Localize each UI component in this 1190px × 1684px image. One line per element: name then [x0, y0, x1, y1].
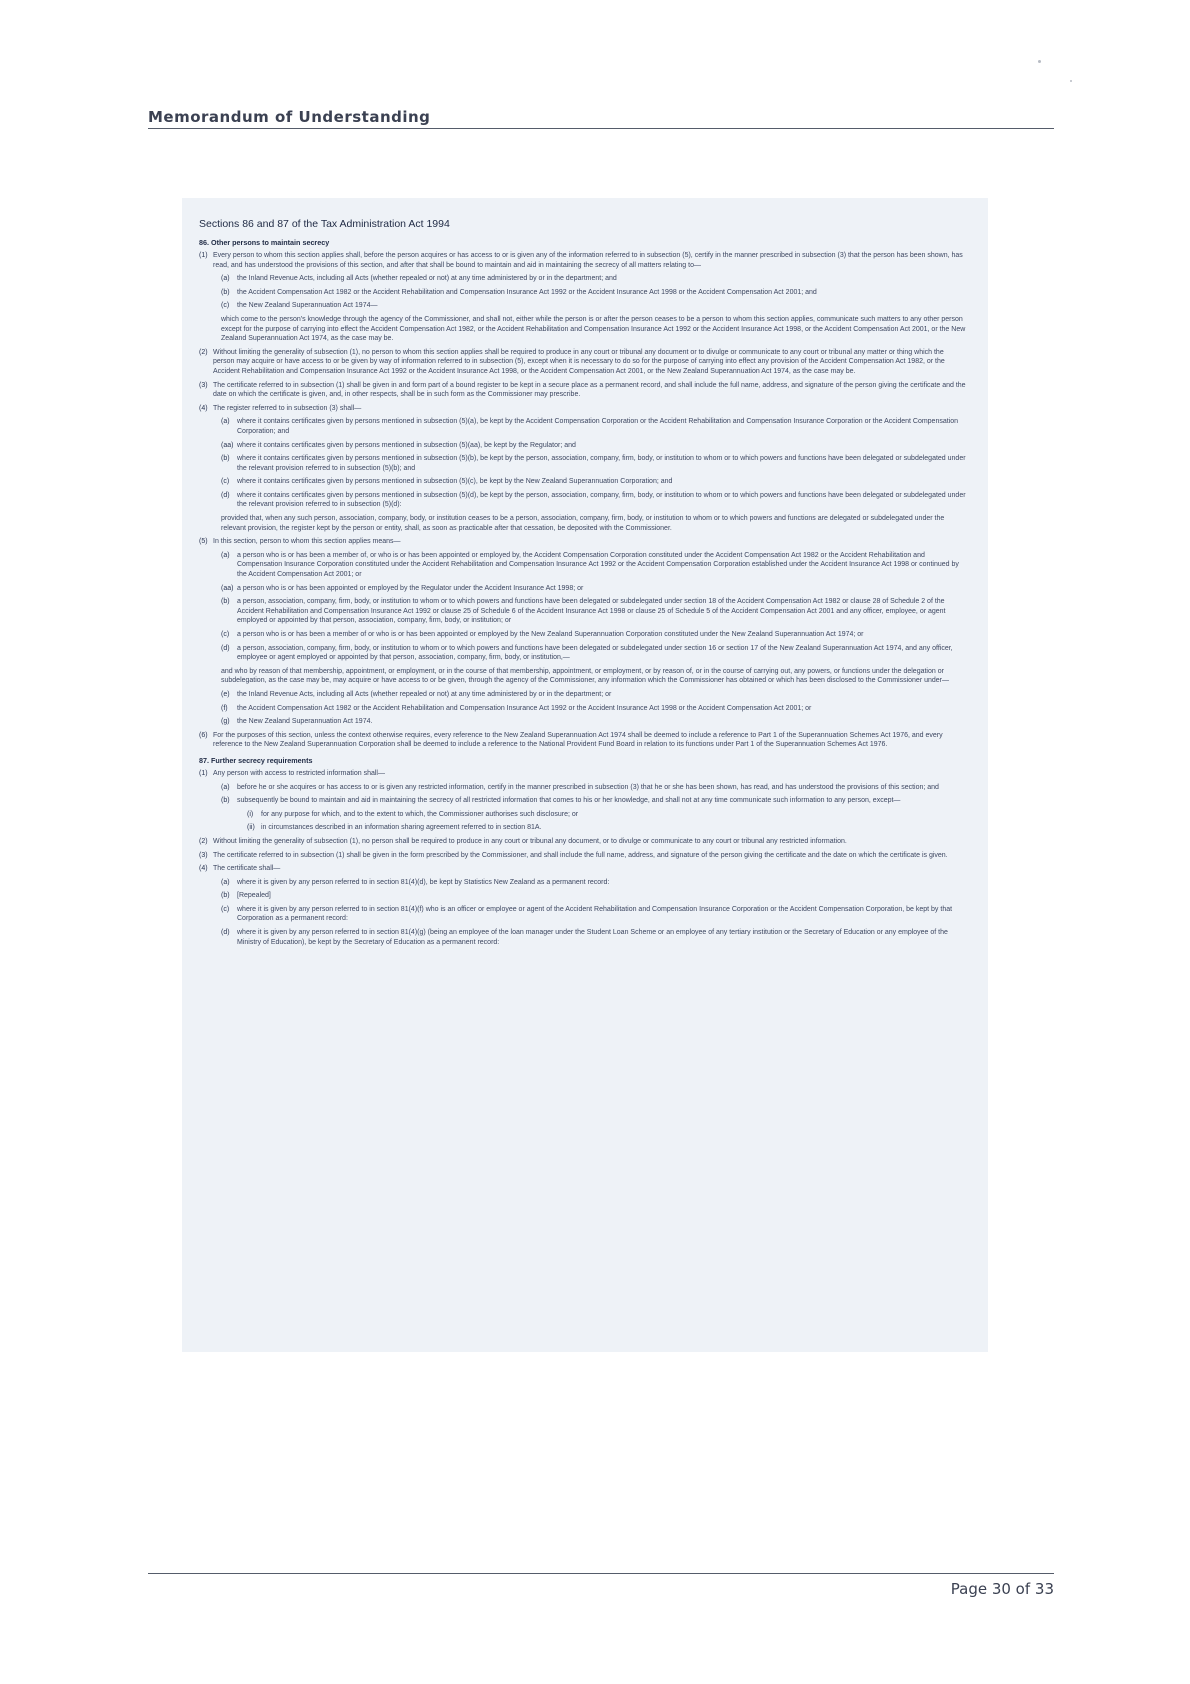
clause-label: (a) [221, 783, 230, 791]
clause-label: (b) [221, 455, 230, 463]
clause-item [199, 584, 966, 594]
clause-label: (1) [199, 252, 208, 259]
clause-text: a person who is or has been appointed or employed by the Regulator under the Accident Insurance Act 1998; or [237, 584, 584, 592]
clause-item [199, 551, 966, 580]
clause-item [199, 441, 966, 451]
clause-item [199, 905, 966, 924]
clause-text: a person, association, company, firm, body, or institution to whom or to which powers and functions have been delegated or subdelegated under section 18 of the Accident Compensation Act 1982 or clause 28 of Schedule 2 of the Accident Rehabilitation and Compensation Insurance Act 1992 or clause 25 of Schedule 6 of the Accident Insurance Act 1998 or clause 25 of Schedule 5 of the Accident Compensation Act 2001 and any officer, employee, or agent employed or appointed by that person, association, company, firm, body, or institution; or [237, 598, 946, 625]
clause-item [199, 928, 966, 947]
clause-item [199, 810, 966, 820]
scan-speck [1038, 60, 1041, 63]
continuation-paragraph [199, 315, 966, 344]
page-number: Page 30 of 33 [950, 1580, 1054, 1598]
clause-label: (i) [247, 810, 254, 818]
clause-item [199, 404, 966, 414]
clause-text: before he or she acquires or has access to or is given any restricted information, certify in the manner prescribed in subsection (3) that he or she has been shown, has read, and has understood the provisions of this section; and [237, 783, 939, 791]
clause-text: where it contains certificates given by persons mentioned in subsection (5)(aa), be kept by the Regulator; and [237, 441, 576, 449]
clause-text: subsequently be bound to maintain and aid in maintaining the secrecy of all restricted information that comes to his or her knowledge, and shall not at any time communicate such information to any person, except— [237, 797, 901, 805]
clause-text: where it is given by any person referred to in section 81(4)(d), be kept by Statistics New Zealand as a permanent record: [237, 878, 610, 886]
clause-item [199, 491, 966, 510]
clause-text: Any person with access to restricted information shall— [213, 769, 385, 777]
clause-text: Without limiting the generality of subsection (1), no person shall be required to produce in any court or tribunal any document, or to divulge or communicate to any court or tribunal any restricted information. [213, 837, 847, 845]
clause-item [199, 597, 966, 626]
clause-text: [Repealed] [237, 892, 271, 900]
clause-text: a person, association, company, firm, body, or institution to whom or to which powers and functions have been delegated or subdelegated under section 16 or section 17 of the New Zealand Superannuation Act 1974, and any officer, employee or agent employed or appointed by that person, association, company, firm, body, or institution,— [237, 644, 953, 662]
clause-item [199, 348, 966, 377]
clause-text: a person who is or has been a member of or who is or has been appointed or employed by the New Zealand Superannuation Corporation constituted under the New Zealand Superannuation Act 1974; or [237, 631, 864, 638]
clause-text: and who by reason of that membership, appointment, or employment, or in the course of that membership, appointment, or employment, or by reason of, or in the course of carrying out, any powers, or functions under the delegation or subdelegation, as the case may be, may acquire or have access to or be given, through the agency of the Commissioner, any information which the Commissioner has obtained or which has been disclosed to the Commissioner under— [221, 667, 949, 685]
clause-text: the New Zealand Superannuation Act 1974— [237, 302, 378, 310]
clause-label: (aa) [221, 584, 234, 592]
continuation-paragraph [199, 667, 966, 686]
clause-text: For the purposes of this section, unless the context otherwise requires, every reference to the New Zealand Superannuation Act 1974 shall be deemed to include a reference to Part 1 of the Superannuation Schemes Act 1976, and every reference to the New Zealand Superannuation Corporation shall be deemed to include a reference to the National Provident Fund Board in relation to its functions under Part 1 of the Superannuation Schemes Act 1976. [213, 731, 943, 749]
clause-text: a person who is or has been a member of, or who is or has been appointed or employed by, the Accident Compensation Corporation constituted under the Accident Compensation Act 1982 or the Accident Rehabilitation and Compensation Insurance Corporation constituted under the Accident Rehabilitation and Compensation Insurance Act 1992 or the Accident Compensation Corporation established under the Accident Insurance Act 1998 or continued by the Accident Compensation Act 2001; or [237, 551, 959, 579]
clause-item [199, 704, 966, 714]
clause-label: (c) [221, 478, 230, 486]
footer-divider [148, 1573, 1054, 1574]
clause-item [199, 717, 966, 727]
clause-item [199, 796, 966, 806]
clause-label: (a) [221, 418, 230, 426]
scanned-legislation-excerpt [182, 198, 988, 1352]
clause-item [199, 690, 966, 700]
clause-label: (2) [199, 837, 208, 845]
clause-text: The register referred to in subsection (3) shall— [213, 404, 362, 412]
clause-item [199, 731, 966, 750]
clause-label: (f) [221, 704, 228, 712]
clause-text: The certificate referred to in subsection (1) shall be given in the form prescribed by the Commissioner, and shall include the full name, address, and signature of the person giving the certificate and the date on which the certificate is given. [213, 851, 948, 859]
clause-item [199, 630, 966, 640]
clause-label: (ii) [247, 824, 255, 832]
clause-label: (aa) [221, 441, 234, 449]
clause-label: (3) [199, 851, 208, 859]
clause-text: the New Zealand Superannuation Act 1974. [237, 718, 373, 726]
clause-label: (b) [221, 892, 230, 900]
clause-text: which come to the person's knowledge through the agency of the Commissioner, and shall not, either while the person is or after the person ceases to be a person to whom this section applies, communicate such matters to any other person except for the purpose of carrying into effect the Accident Compensation Act 1982, or the Accident Rehabilitation and Compensation Insurance Act 1992 or the Accident Insurance Act 1998, or the Accident Compensation Act 2001, or the New Zealand Superannuation Act 1974, as the case may be. [221, 315, 966, 343]
clause-text: where it is given by any person referred to in section 81(4)(g) (being an employee of the loan manager under the Student Loan Scheme or an employee of any tertiary institution or the Secretary of Education or any employee of the Ministry of Education), be kept by the Secretary of Education as a permanent record: [237, 929, 948, 946]
clause-label: (a) [221, 275, 230, 283]
clause-label: (5) [199, 538, 208, 546]
clause-label: (d) [221, 929, 230, 937]
clause-label: (b) [221, 288, 230, 296]
clause-text: where it contains certificates given by persons mentioned in subsection (5)(c), be kept by the New Zealand Superannuation Corporation; and [237, 478, 673, 486]
clause-item [199, 537, 966, 547]
clause-text: where it contains certificates given by persons mentioned in subsection (5)(a), be kept by the Accident Compensation Corporation or the Accident Rehabilitation and Compensation Insurance Corporation or the Accident Compensation Corporation; and [237, 418, 959, 435]
clause-item [199, 891, 966, 901]
section-heading: 87. Further secrecy requirements [199, 755, 313, 765]
clause-label: (4) [199, 865, 208, 873]
clause-item [199, 878, 966, 888]
clause-label: (1) [199, 769, 208, 777]
clause-label: (c) [221, 302, 230, 310]
clause-text: In this section, person to whom this section applies means— [213, 538, 401, 546]
clause-label: (2) [199, 348, 208, 356]
page-header-title: Memorandum of Understanding [148, 108, 431, 126]
scan-speck [1070, 80, 1072, 82]
clause-item [199, 851, 966, 861]
clause-label: (b) [221, 797, 230, 805]
excerpt-title: Sections 86 and 87 of the Tax Administration Act 1994 [199, 218, 450, 230]
clause-text: the Accident Compensation Act 1982 or the Accident Rehabilitation and Compensation Insurance Act 1992 or the Accident Insurance Act 1998 or the Accident Compensation Act 2001; and [237, 288, 817, 296]
clause-label: (a) [221, 878, 230, 886]
clause-text: where it is given by any person referred to in section 81(4)(f) who is an officer or employee or agent of the Accident Rehabilitation and Compensation Insurance Corporation or the Accident Compensation Corporation, be kept by that Corporation as a permanent record: [237, 905, 953, 923]
clause-item [199, 381, 966, 400]
clause-text: the Accident Compensation Act 1982 or the Accident Rehabilitation and Compensation Insurance Act 1992 or the Accident Insurance Act 1998 or the Accident Compensation Act 2001; or [237, 704, 812, 712]
clause-label: (b) [221, 598, 230, 606]
clause-item [199, 417, 966, 436]
clause-item [199, 864, 966, 874]
clause-item [199, 274, 966, 284]
clause-item [199, 454, 966, 473]
clause-text: provided that, when any such person, association, company, body, or institution ceases to be a person, association, company, firm, body, or institution to whom or to which powers and functions are delegated or subdelegated under the relevant provision, the register kept by the person or entity, shall, as soon as practicable after that cessation, be deposited with the Commissioner. [221, 515, 945, 532]
section-heading: 86. Other persons to maintain secrecy [199, 238, 330, 247]
clause-item [199, 301, 966, 311]
clause-text: The certificate referred to in subsection (1) shall be given in and form part of a bound register to be kept in a secure place as a permanent record, and shall include the full name, address, and signature of the person giving the certificate and the date on which the certificate is given, and, in other respects, shall be in such form as the Commissioner may prescribe. [213, 381, 966, 399]
clause-text: where it contains certificates given by persons mentioned in subsection (5)(d), be kept by the person, association, company, firm, body, or institution to whom or to which powers and functions have been delegated or subdelegated under the relevant provision referred to in subsection (5)(d): [237, 491, 966, 509]
header-divider [148, 128, 1054, 129]
clause-text: in circumstances described in an information sharing agreement referred to in section 81A. [261, 824, 542, 832]
clause-text: The certificate shall— [213, 865, 281, 873]
clause-label: (d) [221, 491, 230, 499]
clause-text: Every person to whom this section applies shall, before the person acquires or has access to or is given any of the information referred to in subsection (5), certify in the manner prescribed in subsection (3) that the person has been shown, has read, and has understood the provisions of this section, and after that shall be bound to maintain and aid in maintaining the secrecy of all matters relating to— [213, 252, 963, 269]
clause-label: (3) [199, 381, 208, 389]
clause-item [199, 288, 966, 298]
clause-label: (e) [221, 690, 230, 698]
clause-item [199, 823, 966, 833]
clause-item [199, 251, 966, 270]
excerpt-body [199, 238, 966, 947]
clause-label: (g) [221, 718, 230, 726]
clause-text: Without limiting the generality of subsection (1), no person to whom this section applies shall be required to produce in any court or tribunal any document or to divulge or communicate to any court or tribunal any matter or thing which the person may acquire or have access to or be given by way of information referred to in subsection (5), except when it is necessary to do so for the purpose of carrying into effect any provision of the Accident Compensation Act 1982, or the Accident Rehabilitation and Compensation Insurance Act 1992 or the Accident Insurance Act 1998, or the Accident Compensation Act 2001, or the New Zealand Superannuation Act 1974, as the case may be. [213, 348, 945, 375]
clause-label: (a) [221, 551, 230, 559]
clause-item [199, 644, 966, 663]
clause-label: (4) [199, 404, 208, 412]
clause-item [199, 769, 966, 779]
clause-item [199, 783, 966, 793]
clause-text: for any purpose for which, and to the extent to which, the Commissioner authorises such disclosure; or [261, 810, 579, 818]
clause-label: (c) [221, 631, 230, 638]
clause-text: where it contains certificates given by persons mentioned in subsection (5)(b), be kept by the person, association, company, firm, body, or institution to whom or to which powers and functions have been delegated or subdelegated under the relevant provision referred to in subsection (5)(b); and [237, 455, 966, 472]
continuation-paragraph [199, 514, 966, 533]
clause-text: the Inland Revenue Acts, including all Acts (whether repealed or not) at any time administered by or in the department; and [237, 275, 617, 283]
clause-label: (6) [199, 731, 208, 739]
clause-item [199, 837, 966, 847]
clause-text: the Inland Revenue Acts, including all Acts (whether repealed or not) at any time administered by or in the department; or [237, 690, 612, 698]
clause-label: (c) [221, 905, 230, 913]
clause-item [199, 477, 966, 487]
clause-label: (d) [221, 644, 230, 652]
